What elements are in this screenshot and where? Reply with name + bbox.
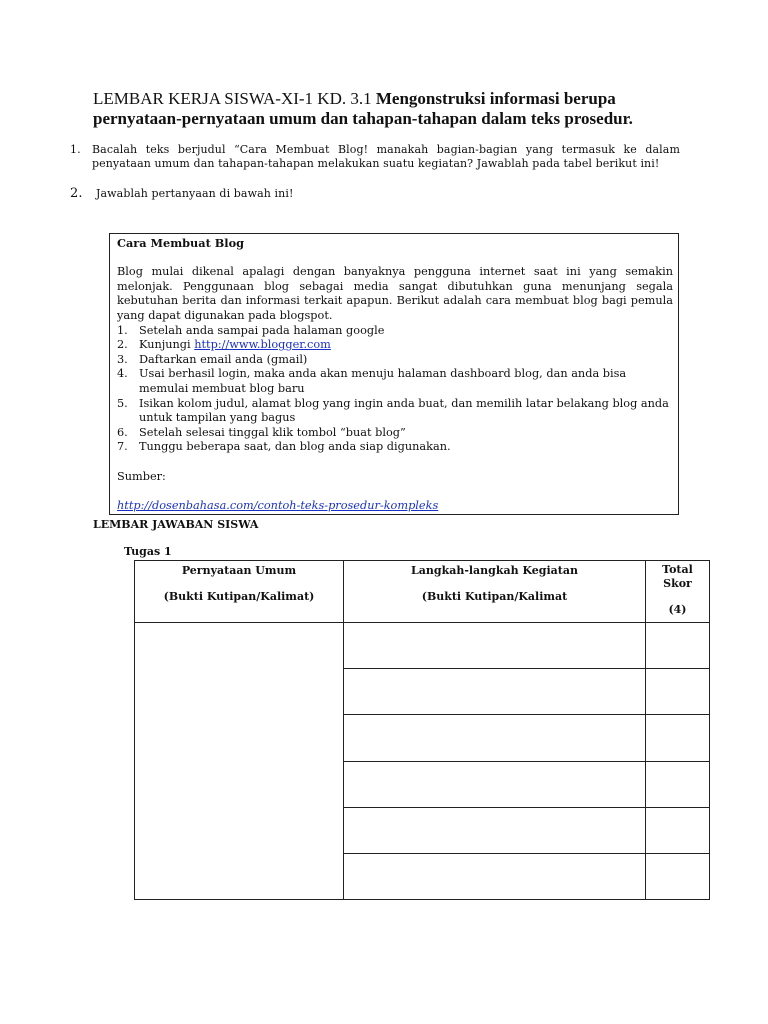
step-text: Tunggu beberapa saat, dan blog anda siap digunakan. bbox=[139, 440, 451, 454]
table-row bbox=[135, 623, 710, 669]
steps-answer-cell[interactable] bbox=[344, 761, 646, 807]
instruction-2 bbox=[70, 187, 680, 201]
steps-answer-cell[interactable] bbox=[344, 807, 646, 853]
reading-text-box bbox=[109, 233, 679, 515]
step-number: 6. bbox=[117, 425, 128, 439]
step-item bbox=[117, 338, 673, 353]
worksheet-title bbox=[93, 89, 693, 129]
step-item bbox=[117, 440, 673, 455]
step-text: Isikan kolom judul, alamat blog yang ingin anda buat, dan memilih latar belakang blog anda untuk tampilan yang bagus bbox=[139, 396, 669, 425]
step-number: 5. bbox=[117, 396, 128, 410]
table-header-row bbox=[135, 561, 710, 623]
score-cell[interactable] bbox=[646, 715, 710, 761]
step-number: 4. bbox=[117, 367, 128, 381]
answer-table bbox=[134, 560, 710, 900]
header-general-statement: Pernyataan Umum (Bukti Kutipan/Kalimat) bbox=[135, 561, 344, 623]
header-total-score: Total Skor (4) bbox=[646, 561, 710, 623]
blogger-link[interactable]: http://www.blogger.com bbox=[194, 338, 331, 352]
step-text: Daftarkan email anda (gmail) bbox=[139, 352, 308, 366]
steps-answer-cell[interactable] bbox=[344, 669, 646, 715]
step-text: Setelah anda sampai pada halaman google bbox=[139, 323, 385, 337]
source-label: Sumber: bbox=[117, 469, 166, 483]
step-text: Usai berhasil login, maka anda akan menuju halaman dashboard blog, dan anda bisa memulai membuat blog baru bbox=[139, 367, 627, 395]
step-item bbox=[117, 367, 673, 396]
instruction-text: Bacalah teks berjudul “Cara Membuat Blog! manakah bagian-bagian yang termasuk ke dalam penyataan umum dan tahapan-tahapan melakukan suatu kegiatan? Jawablah pada tabel berikut ini! bbox=[92, 143, 680, 170]
score-cell[interactable] bbox=[646, 807, 710, 853]
general-statement-answer-cell[interactable] bbox=[135, 623, 344, 900]
title-prefix: LEMBAR KERJA SISWA-XI-1 KD. 3.1 bbox=[93, 89, 372, 108]
title-line-2: pernyataan-pernyataan umum dan tahapan-tahapan dalam teks prosedur. bbox=[93, 109, 633, 128]
step-number: 7. bbox=[117, 440, 128, 454]
steps-answer-cell[interactable] bbox=[344, 853, 646, 899]
steps-answer-cell[interactable] bbox=[344, 715, 646, 761]
header-steps: Langkah-langkah Kegiatan (Bukti Kutipan/Kalimat bbox=[344, 561, 646, 623]
score-cell[interactable] bbox=[646, 623, 710, 669]
answer-sheet-heading: LEMBAR JAWABAN SISWA bbox=[93, 518, 259, 531]
step-item bbox=[117, 324, 673, 339]
source-link[interactable]: http://dosenbahasa.com/contoh-teks-prosedur-kompleks bbox=[117, 498, 439, 512]
step-text: Setelah selesai tinggal klik tombol “buat blog” bbox=[139, 425, 406, 439]
step-text: Kunjungi bbox=[139, 338, 195, 352]
instruction-number: 1. bbox=[70, 143, 81, 156]
title-line1-rest: Mengonstruksi informasi berupa bbox=[375, 89, 616, 108]
score-cell[interactable] bbox=[646, 761, 710, 807]
step-item bbox=[117, 353, 673, 368]
text-paragraph: Blog mulai dikenal apalagi dengan banyaknya pengguna internet saat ini yang semakin melonjak. Penggunaan blog sebagai media sangat dibutuhkan guna menunjang segala kebutuhan berita dan informasi terkait apapun. Berikut adalah cara membuat blog bagi pemula yang dapat digunakan pada blogspot. bbox=[117, 265, 673, 322]
step-item bbox=[117, 426, 673, 441]
procedure-steps bbox=[117, 324, 673, 455]
task-label: Tugas 1 bbox=[124, 545, 172, 558]
score-cell[interactable] bbox=[646, 669, 710, 715]
steps-answer-cell[interactable] bbox=[344, 623, 646, 669]
step-number: 2. bbox=[117, 338, 128, 352]
text-title: Cara Membuat Blog bbox=[117, 236, 245, 250]
score-cell[interactable] bbox=[646, 853, 710, 899]
step-item bbox=[117, 397, 673, 426]
title-line-1 bbox=[93, 89, 693, 109]
instruction-1 bbox=[70, 143, 680, 171]
step-number: 3. bbox=[117, 352, 128, 366]
instruction-text: Jawablah pertanyaan di bawah ini! bbox=[96, 187, 294, 200]
step-number: 1. bbox=[117, 323, 128, 337]
instruction-number: 2. bbox=[70, 186, 83, 201]
